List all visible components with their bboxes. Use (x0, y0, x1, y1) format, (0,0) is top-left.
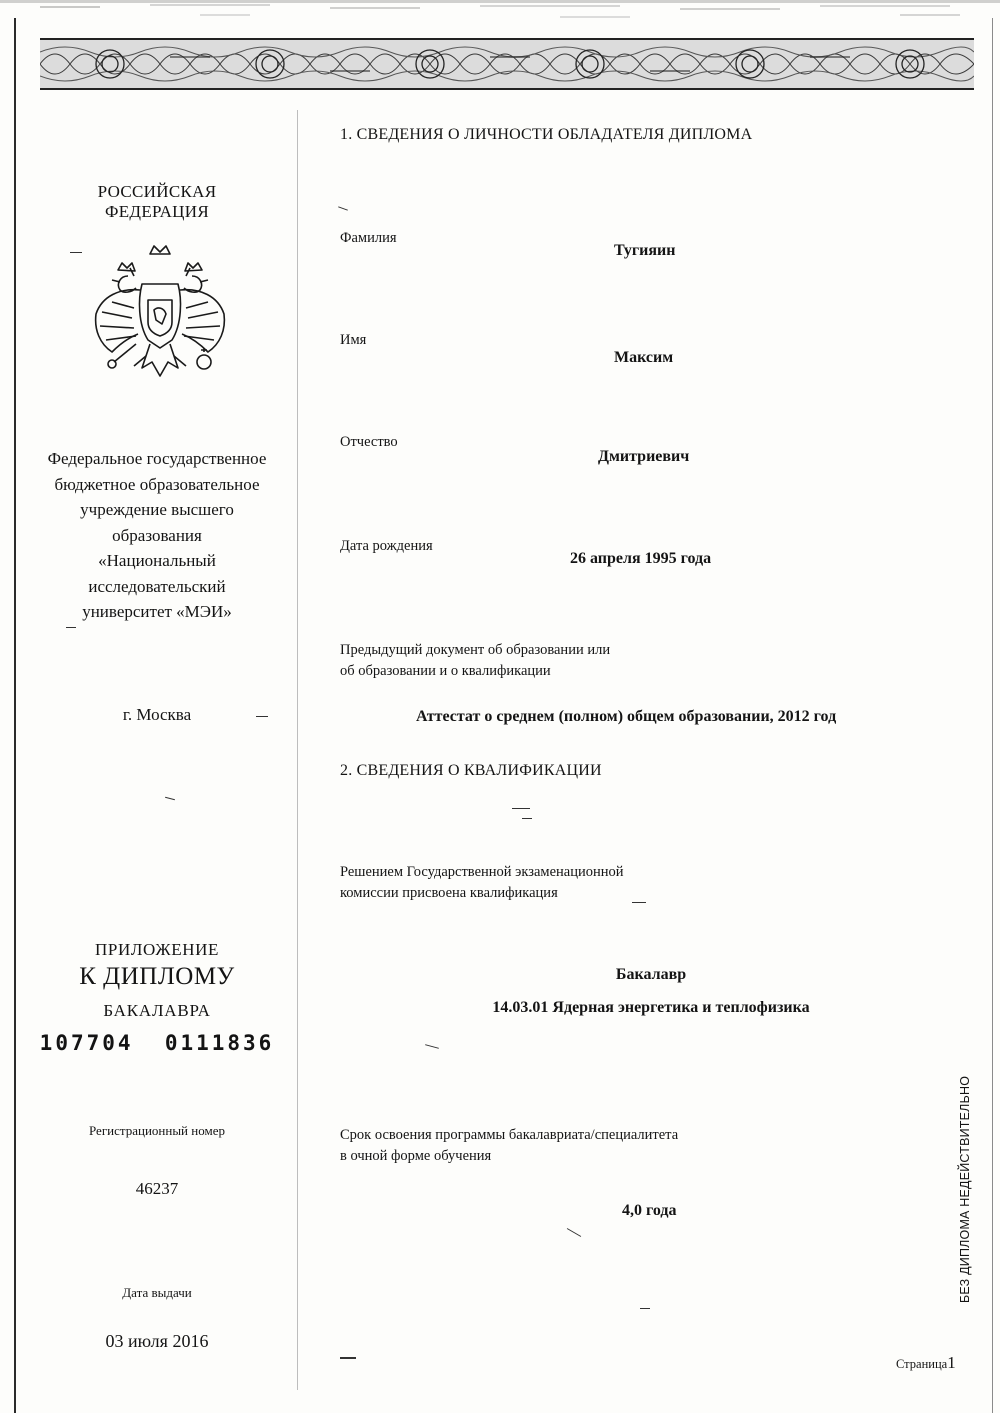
study-duration-label-line: Срок освоения программы бакалавриата/специалитета (340, 1127, 679, 1143)
study-duration-value: 4,0 года (622, 1202, 677, 1219)
guilloche-ornament-band (40, 38, 974, 90)
name-value: Максим (614, 349, 674, 366)
institution-line: учреждение высшего (80, 500, 234, 519)
institution-line: бюджетное образовательное (54, 474, 260, 494)
scan-speck (256, 716, 268, 717)
country-line-1: РОССИЙСКАЯ (97, 182, 217, 201)
birth-date-label: Дата рождения (340, 538, 433, 554)
name-label: Имя (340, 332, 367, 348)
appendix-subtitle: К ДИПЛОМУ (79, 963, 235, 990)
scan-speck (522, 818, 532, 819)
institution-line: образования (112, 525, 202, 545)
specialty-value: 14.03.01 Ядерная энергетика и теплофизика (492, 999, 810, 1016)
institution-line: университет «МЭИ» (82, 602, 232, 621)
scan-speck (70, 252, 82, 253)
country-name (30, 182, 284, 222)
section-2-title: 2. СВЕДЕНИЯ О КВАЛИФИКАЦИИ (340, 762, 602, 779)
scan-speck (66, 627, 76, 628)
scan-speck (340, 1357, 356, 1359)
page-number (896, 1353, 956, 1373)
registration-number: 46237 (135, 1179, 179, 1198)
surname-label: Фамилия (340, 230, 397, 246)
scan-speck (512, 808, 530, 809)
birth-date-value: 26 апреля 1995 года (570, 550, 712, 567)
appendix-title: ПРИЛОЖЕНИЕ (95, 940, 219, 959)
institution-name (30, 446, 284, 625)
institution-line: «Национальный (98, 551, 216, 570)
study-duration-label (340, 1125, 678, 1167)
commission-label-line: Решением Государственной экзаменационной (340, 864, 624, 880)
previous-document-label (340, 640, 610, 682)
issue-date-label: Дата выдачи (122, 1285, 192, 1300)
previous-document-label-line: Предыдущий документ об образовании или (340, 642, 611, 658)
scan-speck (640, 1308, 650, 1309)
commission-label (340, 862, 624, 904)
appendix-serial-number: 107704 0111836 (39, 1031, 275, 1055)
qualification-value: Бакалавр (615, 966, 687, 983)
scan-speck (632, 902, 646, 903)
section-1-title: 1. СВЕДЕНИЯ О ЛИЧНОСТИ ОБЛАДАТЕЛЯ ДИПЛОМА (340, 126, 753, 143)
previous-document-value: Аттестат о среднем (полном) общем образовании, 2012 год (416, 708, 837, 725)
institution-line: Федеральное государственное (47, 449, 267, 468)
city: г. Москва (122, 705, 192, 724)
commission-label-line: комиссии присвоена квалификация (340, 885, 558, 901)
appendix-degree: БАКАЛАВРА (103, 1001, 211, 1020)
previous-document-label-line: об образовании и о квалификации (340, 663, 551, 679)
patronymic-label: Отчество (340, 434, 398, 450)
study-duration-label-line: в очной форме обучения (340, 1148, 492, 1164)
country-line-2: ФЕДЕРАЦИЯ (105, 202, 209, 221)
column-divider (297, 110, 298, 1390)
validity-note-vertical: БЕЗ ДИПЛОМА НЕДЕЙСТВИТЕЛЬНО (958, 1075, 972, 1303)
patronymic-value: Дмитриевич (598, 448, 690, 465)
registration-number-label: Регистрационный номер (89, 1123, 225, 1138)
surname-value: Тугияин (614, 242, 676, 259)
double-headed-eagle-emblem-icon (90, 244, 230, 396)
institution-line: исследовательский (88, 576, 226, 596)
page-number-value: 1 (947, 1353, 956, 1372)
issue-date: 03 июля 2016 (105, 1331, 209, 1351)
page-label: Страница (896, 1357, 948, 1371)
